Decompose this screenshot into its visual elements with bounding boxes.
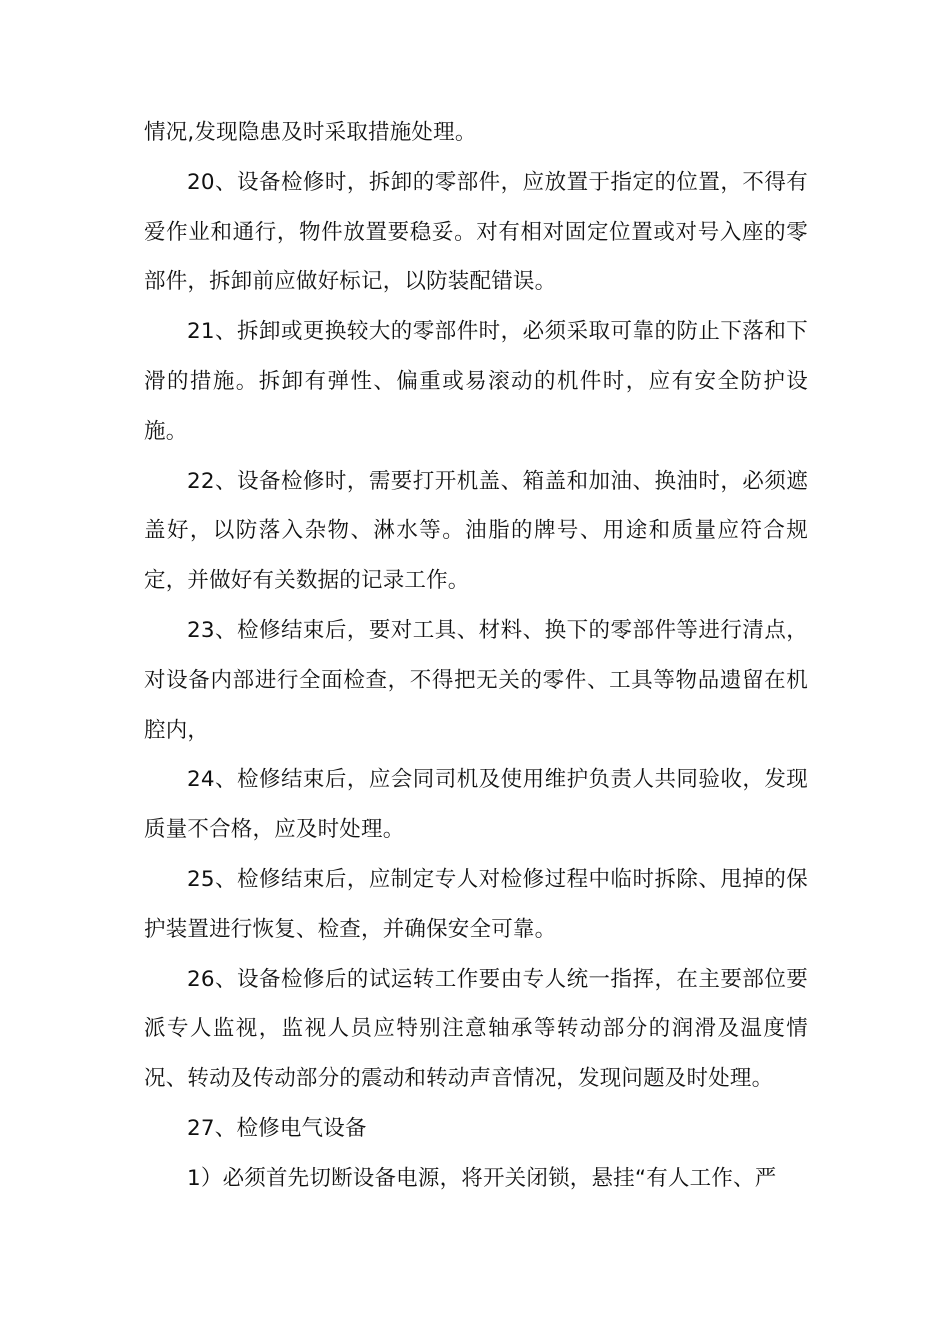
paragraph-item-23: 23、检修结束后，要对工具、材料、换下的零部件等进行清点，对设备内部进行全面检查，不得把无关的零件、工具等物品遗留在机腔内， <box>144 617 808 743</box>
paragraph-continuation: 情况,发现隐患及时采取措施处理。 <box>144 120 477 145</box>
paragraph-item-26: 26、设备检修后的试运转工作要由专人统一指挥，在主要部位要派专人监视，监视人员应特别注意轴承等转动部分的润滑及温度情况、转动及传动部分的震动和转动声音情况，发现问题及时处理。 <box>144 966 808 1092</box>
paragraph-item-20: 20、设备检修时，拆卸的零部件，应放置于指定的位置，不得有爱作业和通行，物件放置要稳妥。对有相对固定位置或对号入座的零部件，拆卸前应做好标记，以防装配错误。 <box>144 169 808 295</box>
paragraph-item-24: 24、检修结束后，应会同司机及使用维护负责人共同验收，发现质量不合格，应及时处理。 <box>144 767 808 843</box>
paragraph-subitem-1: 1）必须首先切断设备电源，将开关闭锁，悬挂“有人工作、严 <box>187 1165 777 1191</box>
paragraph-item-25: 25、检修结束后，应制定专人对检修过程中临时拆除、甩掉的保护装置进行恢复、检查，并确保安全可靠。 <box>144 866 808 942</box>
paragraph-item-21: 21、拆卸或更换较大的零部件时，必须采取可靠的防止下落和下滑的措施。拆卸有弹性、偏重或易滚动的机件时，应有安全防护设施。 <box>144 319 808 444</box>
paragraph-item-22: 22、设备检修时，需要打开机盖、箱盖和加油、换油时，必须遮盖好，以防落入杂物、淋水等。油脂的牌号、用途和质量应符合规定，并做好有关数据的记录工作。 <box>144 468 808 594</box>
paragraph-item-27-heading: 27、检修电气设备 <box>187 1115 367 1141</box>
document-body <box>144 108 808 1204</box>
